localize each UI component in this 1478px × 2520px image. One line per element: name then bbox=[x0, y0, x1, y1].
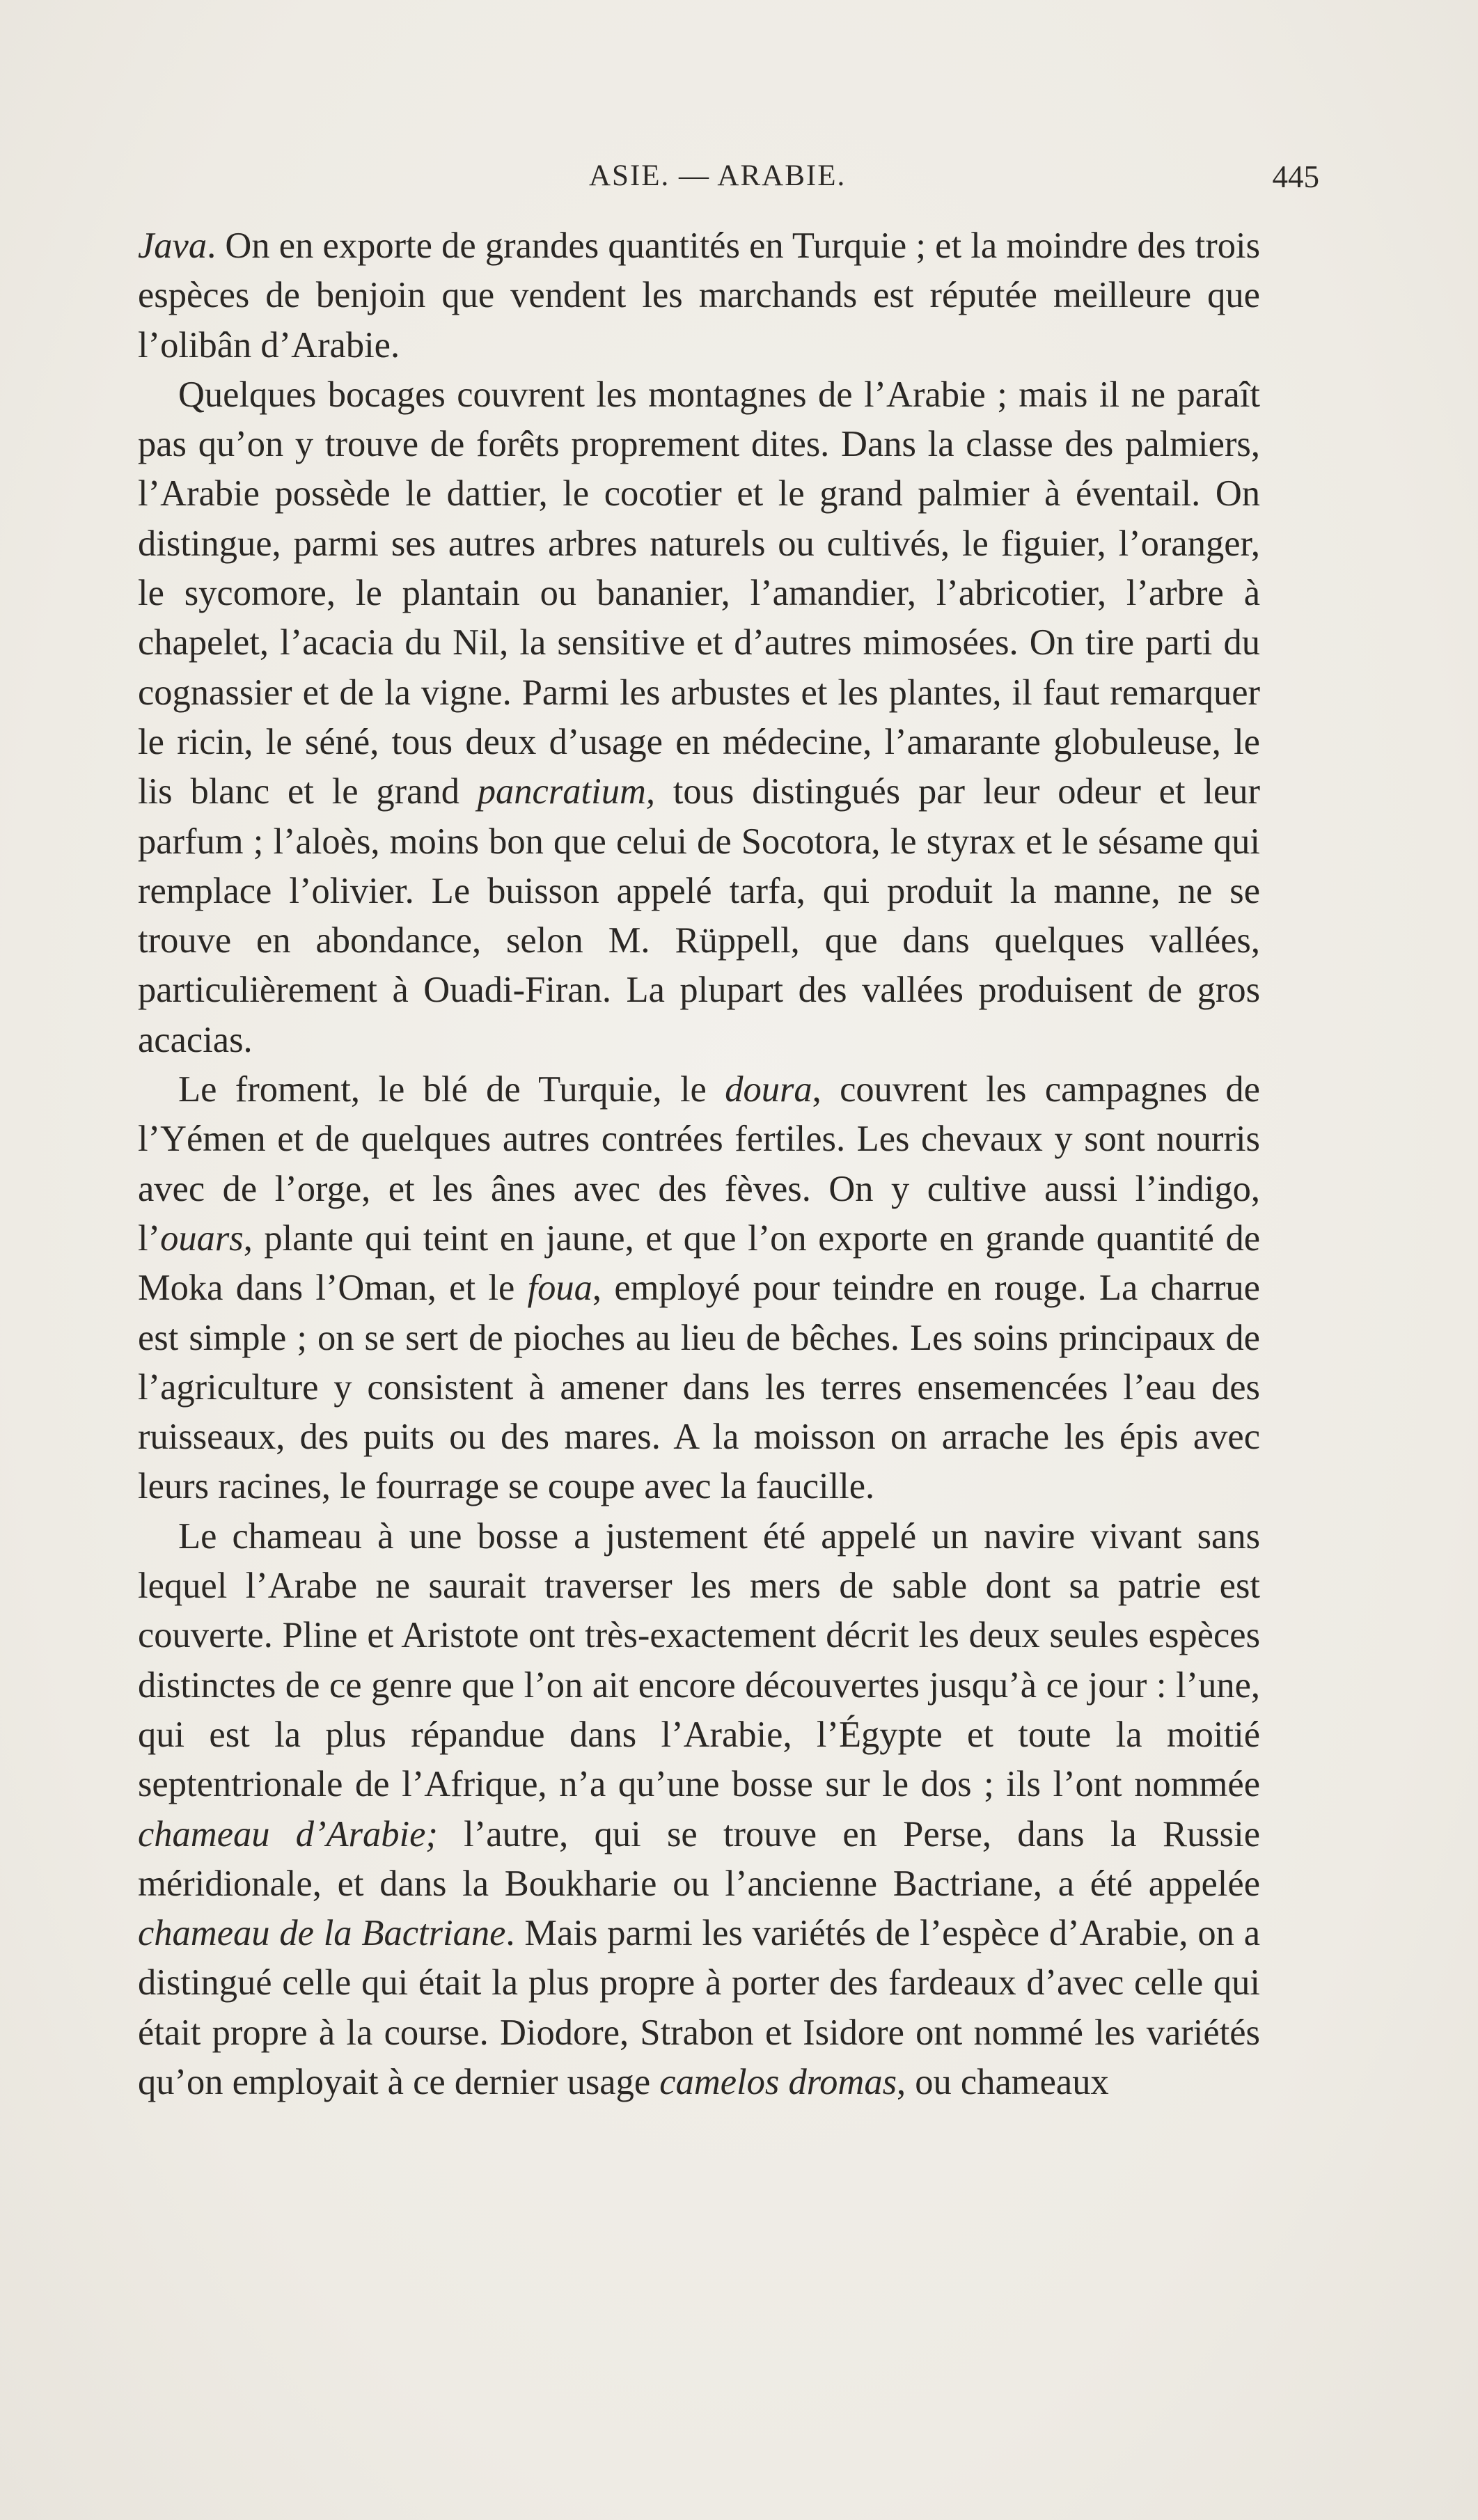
page-header bbox=[0, 159, 1478, 200]
paragraph-2 bbox=[138, 370, 1260, 1065]
italic-doura: doura bbox=[725, 1069, 812, 1110]
page-number: 445 bbox=[1272, 159, 1319, 194]
italic-pancratium: pancratium, bbox=[477, 771, 655, 812]
p4-text-3: . Mais parmi les variétés de l’espèce d’Arabie, on a distingué celle qui était la plus propre à porter des fardeaux d’avec celle qui était propre à la course. Diodore, Strabon et Isidore ont nommé les variétés qu’on employait à ce dernier usage bbox=[138, 1913, 1261, 2102]
p2-text-2: tous distingués par leur odeur et leur parfum ; l’aloès, moins bon que celui de Socotora, le styrax et le sésame qui remplace l’olivier. Le buisson appelé tarfa, qui produit la manne, ne se trouve en abondance, selon M. Rüppell, que dans quelques vallées, particulièrement à Ouadi-Firan. La plupart des vallées produisent de gros acacias. bbox=[138, 771, 1261, 1060]
p4-text-2: l’autre, qui se trouve en Perse, dans la Russie méridionale, et dans la Boukharie ou l’ancienne Bactriane, a été appelée bbox=[138, 1813, 1260, 1904]
p2-text-1: Quelques bocages couvrent les montagnes de l’Arabie ; mais il ne paraît pas qu’on y trouve de forêts proprement dites. Dans la classe des palmiers, l’Arabie possède le dattier, le cocotier et le grand palmier à éventail. On distingue, parmi ses autres arbres naturels ou cultivés, le figuier, l’oranger, le sycomore, le plantain ou bananier, l’amandier, l’abricotier, l’arbre à chapelet, l’acacia du Nil, la sensitive et d’autres mimosées. On tire parti du cognassier et de la vigne. Parmi les arbustes et les plantes, il faut remarquer le ricin, le séné, tous deux d’usage en médecine, l’amarante globuleuse, le lis blanc et le grand bbox=[138, 374, 1260, 812]
italic-chameau-arabie: chameau d’Arabie; bbox=[138, 1813, 438, 1854]
paragraph-4 bbox=[138, 1512, 1260, 2108]
p3-text-1: Le froment, le blé de Turquie, le bbox=[178, 1069, 725, 1110]
italic-chameau-bactriane: chameau de la Bactriane bbox=[138, 1913, 506, 1954]
paragraph-1 bbox=[138, 221, 1260, 370]
p3-text-2: , couvrent les campagnes de l’Yémen et de quelques autres contrées fertiles. Les chevaux y sont nourris avec de l’orge, et les ânes avec des fèves. On y cultive aussi l’indigo, l’ bbox=[138, 1069, 1260, 1259]
italic-foua: foua bbox=[527, 1268, 592, 1309]
p3-text-4: , employé pour teindre en rouge. La charrue est simple ; on se sert de pioches au lieu de bêches. Les soins principaux de l’agriculture y consistent à amener dans les terres ensemencées l’eau des ruisseaux, des puits ou des mares. A la moisson on arrache les épis avec leurs racines, le fourrage se coupe avec la faucille. bbox=[138, 1268, 1260, 1507]
paragraph-3 bbox=[138, 1065, 1260, 1512]
body-text bbox=[138, 221, 1260, 2107]
italic-camelos-dromas: camelos dromas bbox=[659, 2061, 897, 2102]
running-head: ASIE. — ARABIE. bbox=[589, 159, 847, 192]
p4-text-4: , ou chameaux bbox=[897, 2061, 1109, 2102]
italic-ouars: ouars bbox=[160, 1218, 244, 1259]
p4-text-1: Le chameau à une bosse a justement été appelé un navire vivant sans lequel l’Arabe ne saurait traverser les mers de sable dont sa patrie est couverte. Pline et Aristote ont très-exactement décrit les deux seules espèces distinctes de ce genre que l’on ait encore découvertes jusqu’à ce jour : l’une, qui est la plus répandue dans l’Arabie, l’Égypte et toute la moitié septentrionale de l’Afrique, n’a qu’une bosse sur le dos ; ils l’ont nommée bbox=[138, 1515, 1260, 1805]
italic-java: Java bbox=[138, 226, 207, 266]
p3-text-3: , plante qui teint en jaune, et que l’on exporte en grande quantité de Moka dans l’Oman, et le bbox=[138, 1218, 1260, 1309]
p1-text-1: . On en exporte de grandes quantités en Turquie ; et la moindre des trois espèces de benjoin que vendent les marchands est réputée meilleure que l’olibân d’Arabie. bbox=[138, 226, 1260, 365]
